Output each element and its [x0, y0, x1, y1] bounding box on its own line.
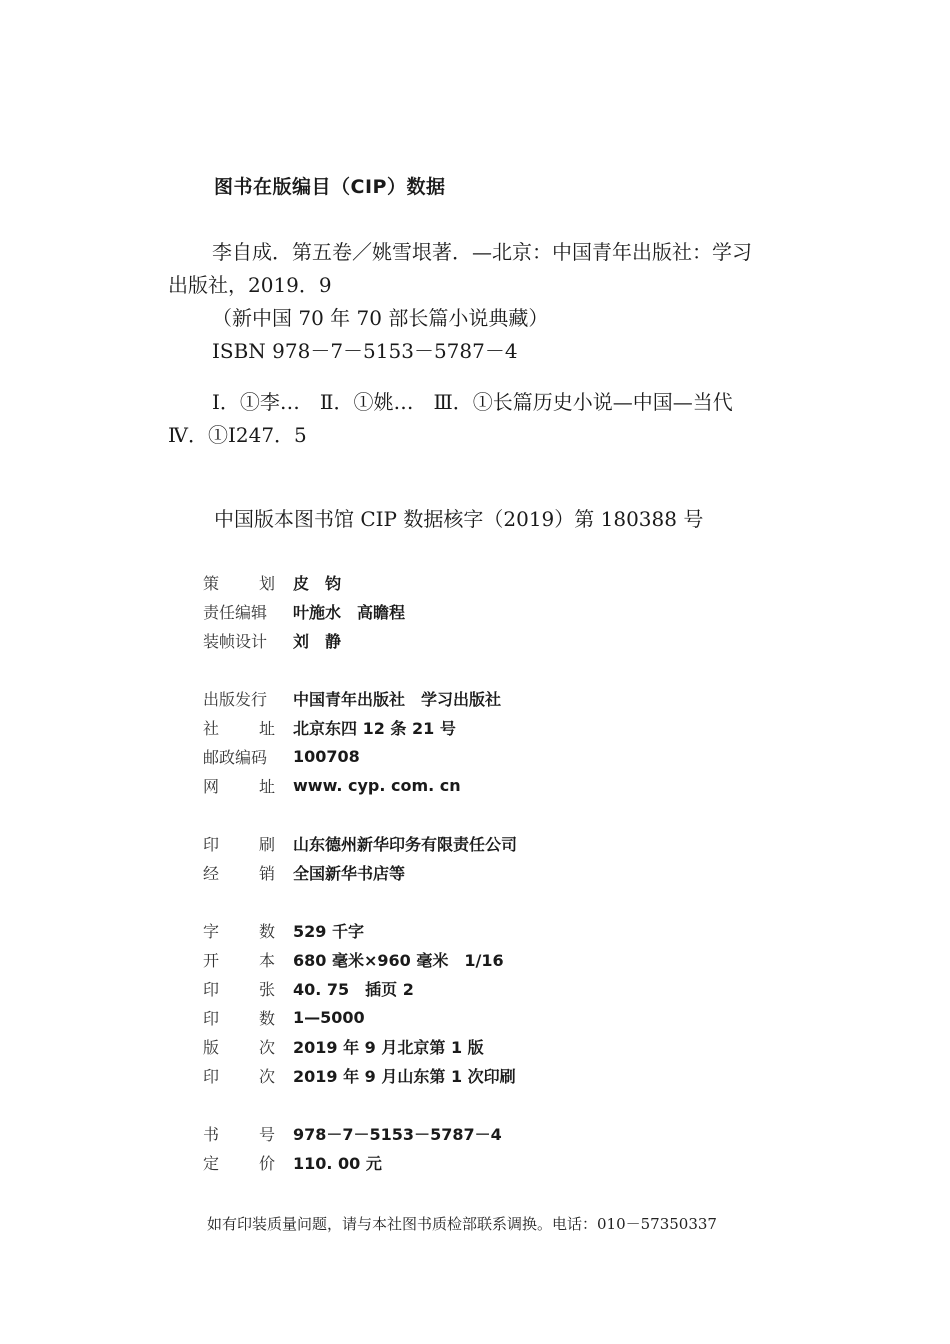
detail-value: 40. 75 插页 2	[293, 980, 414, 999]
detail-label-char: 划	[258, 574, 275, 593]
detail-label-char: 址	[258, 719, 275, 738]
cip-line-title: 李自成．第五卷／姚雪垠著．—北京：中国青年出版社：学习	[212, 240, 752, 264]
detail-label-char: 址	[258, 777, 275, 796]
detail-value: 中国青年出版社 学习出版社	[293, 690, 502, 709]
detail-row	[203, 974, 803, 1003]
detail-value: www. cyp. com. cn	[293, 776, 461, 795]
detail-row	[203, 945, 803, 974]
detail-label-char: 经	[203, 864, 220, 883]
detail-row	[203, 858, 803, 887]
detail-row	[203, 1032, 803, 1061]
detail-row	[203, 829, 803, 858]
detail-label	[203, 1151, 275, 1174]
detail-label	[203, 745, 275, 768]
detail-value: 全国新华书店等	[293, 864, 406, 883]
detail-label-char: 刷	[258, 835, 275, 854]
detail-label-char: 网	[203, 777, 220, 796]
details-group-editorial	[203, 568, 803, 655]
detail-row	[203, 1061, 803, 1090]
detail-value: 680 毫米×960 毫米 1/16	[293, 951, 504, 970]
detail-label-char: 本	[258, 951, 275, 970]
quality-contact-note: 如有印装质量问题，请与本社图书质检部联系调换。电话：010－57350337	[207, 1215, 717, 1233]
detail-label	[203, 629, 275, 652]
detail-label-char: 书	[203, 1125, 220, 1144]
detail-label	[203, 1035, 275, 1058]
detail-label	[203, 600, 275, 623]
detail-value: 529 千字	[293, 922, 364, 941]
detail-label-char: 印	[203, 835, 220, 854]
detail-row	[203, 597, 803, 626]
detail-label	[203, 774, 275, 797]
detail-row	[203, 771, 803, 800]
cip-line-classification: Ⅳ．①I247．5	[168, 423, 307, 447]
detail-label	[203, 948, 275, 971]
detail-label-char: 出版发行	[203, 690, 268, 709]
detail-label	[203, 832, 275, 855]
cip-approval-number: 中国版本图书馆 CIP 数据核字（2019）第 180388 号	[214, 507, 704, 531]
publication-details	[203, 568, 803, 1177]
detail-label-char: 销	[258, 864, 275, 883]
details-group-isbn-price	[203, 1119, 803, 1177]
detail-row	[203, 1003, 803, 1032]
detail-label-char: 字	[203, 922, 220, 941]
cip-heading: 图书在版编目（CIP）数据	[214, 176, 446, 198]
detail-label	[203, 861, 275, 884]
detail-label-char: 价	[258, 1154, 275, 1173]
detail-label-char: 次	[258, 1067, 275, 1086]
detail-value: 刘 静	[293, 632, 342, 651]
detail-label	[203, 687, 275, 710]
cip-record	[168, 236, 828, 452]
detail-row	[203, 916, 803, 945]
detail-label	[203, 977, 275, 1000]
detail-row	[203, 1148, 803, 1177]
detail-label-char: 邮政编码	[203, 748, 268, 767]
detail-row	[203, 713, 803, 742]
detail-label-char: 印	[203, 1067, 220, 1086]
detail-label	[203, 571, 275, 594]
detail-label-char: 开	[203, 951, 220, 970]
detail-label	[203, 1064, 275, 1087]
detail-row	[203, 1119, 803, 1148]
detail-value: 1—5000	[293, 1008, 365, 1027]
detail-label-char: 号	[258, 1125, 275, 1144]
details-group-printing	[203, 829, 803, 887]
detail-label	[203, 919, 275, 942]
details-group-publisher	[203, 684, 803, 800]
detail-value: 2019 年 9 月北京第 1 版	[293, 1038, 484, 1057]
detail-label-char: 张	[258, 980, 275, 999]
detail-row	[203, 626, 803, 655]
detail-label-char: 社	[203, 719, 220, 738]
detail-label-char: 定	[203, 1154, 220, 1173]
detail-row	[203, 684, 803, 713]
detail-label-char: 版	[203, 1038, 220, 1057]
detail-label-char: 数	[258, 1009, 275, 1028]
detail-label	[203, 1006, 275, 1029]
detail-label-char: 印	[203, 980, 220, 999]
detail-row	[203, 742, 803, 771]
cip-line-series: （新中国 70 年 70 部长篇小说典藏）	[212, 306, 549, 330]
detail-label-char: 印	[203, 1009, 220, 1028]
detail-label-char: 责任编辑	[203, 603, 268, 622]
detail-label	[203, 716, 275, 739]
detail-value: 978－7－5153－5787－4	[293, 1125, 502, 1144]
cip-line-isbn: ISBN 978－7－5153－5787－4	[212, 339, 518, 363]
detail-value: 2019 年 9 月山东第 1 次印刷	[293, 1067, 516, 1086]
detail-label	[203, 1122, 275, 1145]
detail-label-char: 次	[258, 1038, 275, 1057]
detail-row	[203, 568, 803, 597]
detail-value: 叶施水 高瞻程	[293, 603, 406, 622]
detail-label-char: 数	[258, 922, 275, 941]
detail-value: 山东德州新华印务有限责任公司	[293, 835, 518, 854]
detail-label-char: 策	[203, 574, 220, 593]
detail-label-char: 装帧设计	[203, 632, 268, 651]
cip-line-subjects: Ⅰ．①李… Ⅱ．①姚… Ⅲ．①长篇历史小说—中国—当代	[212, 390, 733, 414]
cip-line-publisher-date: 出版社，2019．9	[168, 273, 332, 297]
detail-value: 北京东四 12 条 21 号	[293, 719, 456, 738]
detail-value: 皮 钧	[293, 574, 342, 593]
detail-value: 100708	[293, 747, 360, 766]
details-group-specs	[203, 916, 803, 1090]
detail-value: 110. 00 元	[293, 1154, 382, 1173]
